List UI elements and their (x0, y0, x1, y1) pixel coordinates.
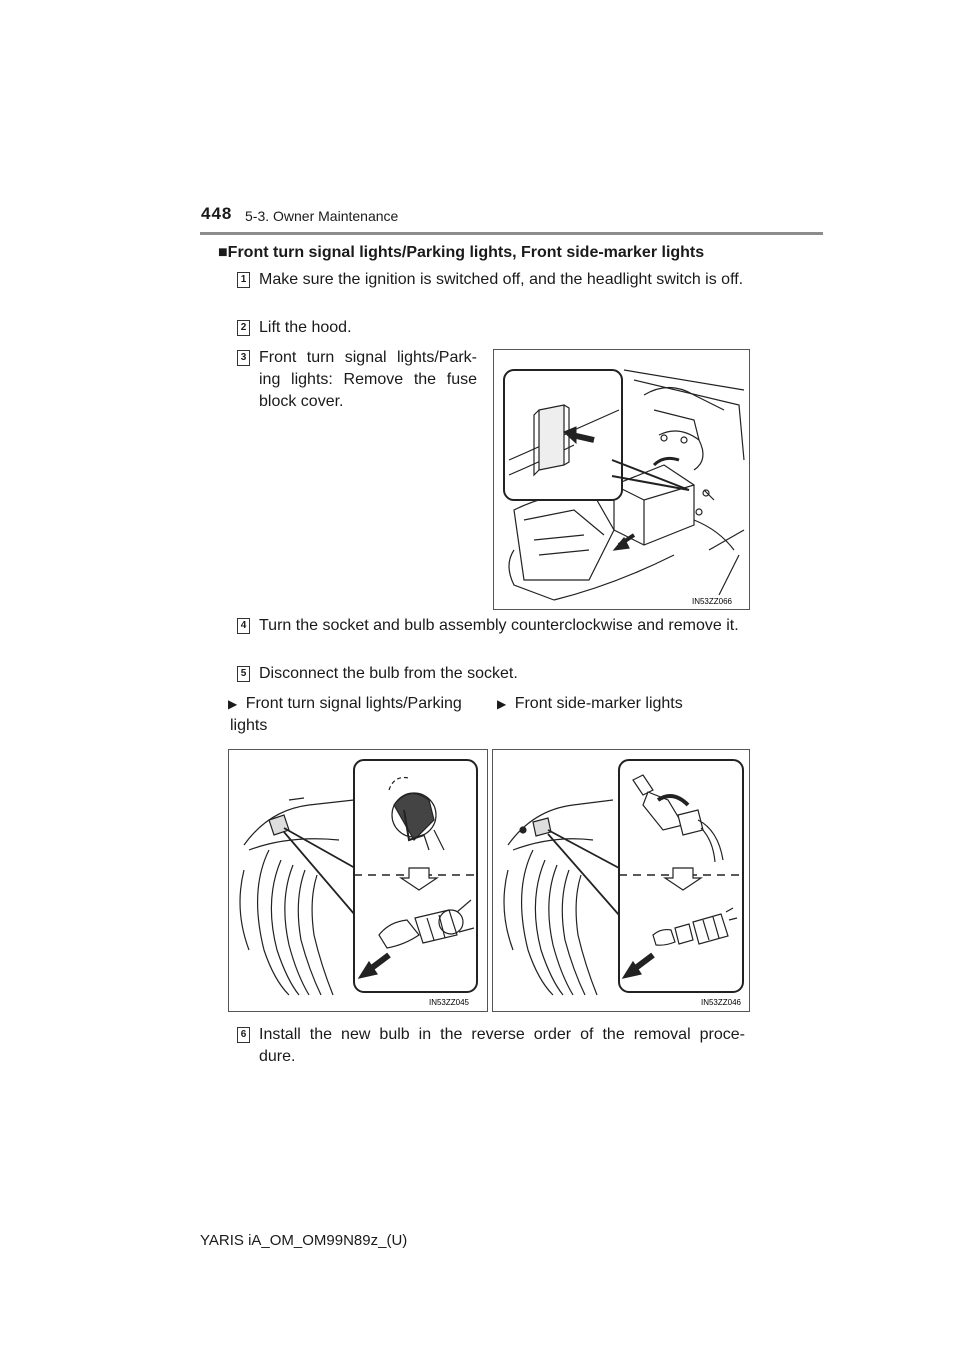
subhead-turn-signal-line-1: Front turn signal lights/Parking (245, 695, 462, 712)
step-2-text: Lift the hood. (259, 319, 352, 336)
side-marker-bulb-illustration (493, 750, 749, 1011)
step-number-5: 5 (237, 666, 250, 682)
step-number-6: 6 (237, 1027, 250, 1043)
figure-code-1: IN53ZZ066 (691, 597, 732, 606)
step-6-line-2: dure. (259, 1048, 296, 1065)
subhead-turn-signal-line-2: lights (230, 717, 268, 734)
turn-signal-bulb-illustration (229, 750, 487, 1011)
step-5-text: Disconnect the bulb from the socket. (259, 665, 518, 682)
subhead-side-marker (497, 693, 683, 715)
step-number-3: 3 (237, 350, 250, 366)
step-3-line-2: ing lights: Remove the fuse (259, 371, 477, 388)
step-6-text (259, 1024, 745, 1068)
document-footer-code: YARIS iA_OM_OM99N89z_(U) (200, 1232, 408, 1249)
step-number-2: 2 (237, 320, 250, 336)
figure-side-marker-bulb (492, 749, 750, 1012)
step-3-line-1: Front turn signal lights/Park- (259, 349, 477, 366)
step-number-4: 4 (237, 618, 250, 634)
subhead-turn-signal (228, 693, 478, 737)
figure-code-3: IN53ZZ046 (700, 998, 741, 1007)
fuse-block-illustration (494, 350, 749, 609)
section-title: 5-3. Owner Maintenance (245, 208, 399, 224)
step-3-line-3: block cover. (259, 393, 344, 410)
subsection-heading: ■Front turn signal lights/Parking lights, Front side-marker lights (218, 244, 705, 261)
figure-turn-signal-bulb (228, 749, 488, 1012)
figure-fuse-block-cover (493, 349, 750, 610)
triangle-marker-icon: ▶ (497, 697, 507, 711)
step-3-text (259, 347, 477, 413)
page-number: 448 (201, 204, 233, 223)
step-4-text: Turn the socket and bulb assembly counterclockwise and remove it. (259, 617, 739, 634)
step-1-text: Make sure the ignition is switched off, and the headlight switch is off. (259, 271, 744, 288)
figure-code-2: IN53ZZ045 (428, 998, 469, 1007)
step-6-line-1: Install the new bulb in the reverse order of the removal proce- (259, 1026, 745, 1043)
triangle-marker-icon: ▶ (228, 697, 238, 711)
step-number-1: 1 (237, 272, 250, 288)
subhead-side-marker-text: Front side-marker lights (514, 695, 683, 712)
header-rule (200, 232, 823, 235)
